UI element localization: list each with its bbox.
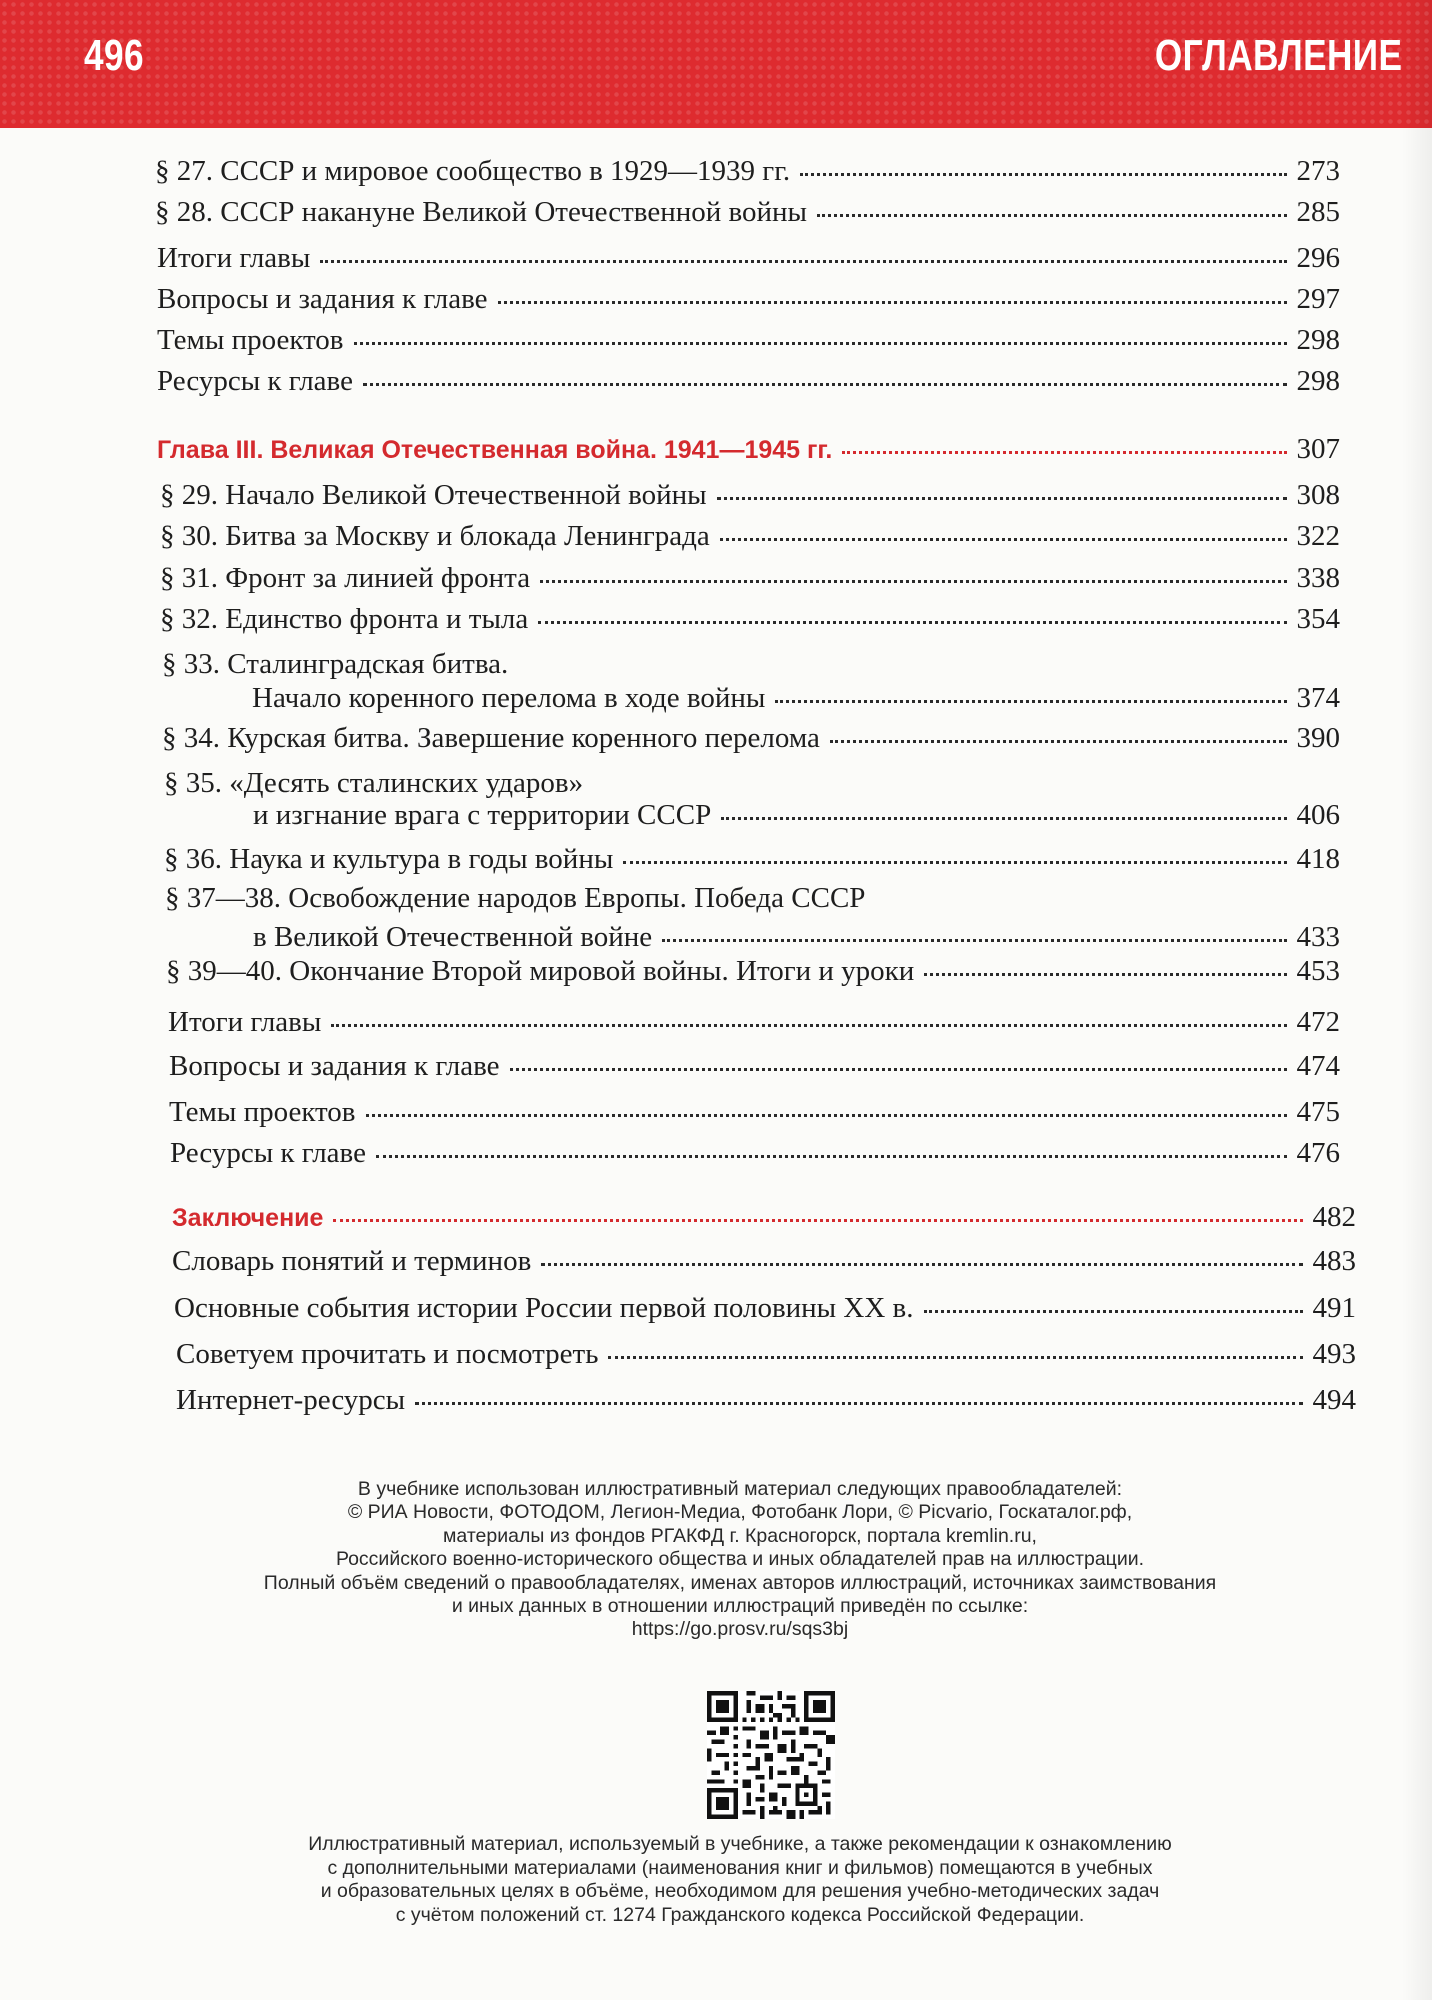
- dot-leader: [354, 342, 1287, 345]
- chapter-heading: Глава III. Великая Отечественная война. 1941—1945 гг.: [157, 436, 833, 464]
- toc-entry-chapter-summary-2[interactable]: [168, 1008, 1340, 1037]
- credits-line: материалы из фондов РГАКФД г. Красногорск, портала kremlin.ru,: [443, 1524, 1037, 1547]
- toc-entry-title: Ресурсы к главе: [170, 1137, 366, 1169]
- toc-entry-page: 406: [1296, 799, 1340, 831]
- toc-entry-title: § 34. Курская битва. Завершение коренного перелома: [162, 722, 820, 754]
- toc-entry-page: 453: [1296, 955, 1340, 987]
- toc-entry-34[interactable]: [162, 724, 1340, 753]
- toc-entry-glossary[interactable]: [172, 1247, 1356, 1276]
- credits-line: Российского военно-исторического общества и иных обладателей прав на иллюстрации.: [335, 1548, 1145, 1571]
- notice-line: и образовательных целях в объёме, необходимом для решения учебно-методических задач: [320, 1880, 1160, 1903]
- toc-entry-title: Советуем прочитать и посмотреть: [176, 1338, 599, 1370]
- toc-entry-main-events[interactable]: [174, 1294, 1356, 1323]
- toc-entry-title: Вопросы и задания к главе: [169, 1050, 500, 1082]
- toc-entry-title: Вопросы и задания к главе: [157, 283, 488, 315]
- toc-entry-page: 374: [1296, 682, 1340, 714]
- toc-entry-title: Начало коренного перелома в ходе войны: [252, 682, 766, 714]
- dot-leader: [415, 1402, 1302, 1405]
- toc-entry-page: 483: [1312, 1245, 1356, 1277]
- toc-entry-page: 298: [1296, 324, 1340, 356]
- dot-leader: [541, 1263, 1302, 1266]
- toc-entry-35-continuation[interactable]: [253, 801, 1340, 830]
- toc-entry-page: 308: [1296, 479, 1340, 511]
- toc-entry-37-38[interactable]: [165, 884, 1340, 913]
- toc-entry-title: Словарь понятий и терминов: [172, 1245, 532, 1277]
- dot-leader: [538, 621, 1286, 624]
- toc-entry-title: § 35. «Десять сталинских ударов»: [164, 767, 584, 799]
- toc-conclusion[interactable]: [172, 1203, 1356, 1232]
- toc-entry-title: § 37—38. Освобождение народов Европы. Победа СССР: [165, 882, 866, 914]
- dot-leader: [717, 497, 1287, 500]
- dot-leader: [830, 740, 1287, 743]
- toc-entry-chapter-summary[interactable]: [157, 244, 1340, 273]
- dot-leader: [662, 939, 1286, 942]
- toc-entry-36[interactable]: [164, 845, 1340, 874]
- credits-line: и иных данных в отношении иллюстраций приведён по ссылке:: [451, 1595, 1029, 1618]
- section-title: ОГЛАВЛЕНИЕ: [1154, 31, 1402, 80]
- toc-entry-title: § 39—40. Окончание Второй мировой войны. Итоги и уроки: [166, 955, 915, 987]
- dot-leader: [720, 538, 1287, 541]
- toc-entry-title: § 33. Сталинградская битва.: [162, 648, 509, 680]
- credits-line: В учебнике использован иллюстративный материал следующих правообладателей:: [357, 1478, 1123, 1500]
- toc-entry-title: § 28. СССР накануне Великой Отечественной войны: [155, 196, 808, 228]
- toc-entry-28[interactable]: [155, 198, 1340, 227]
- dot-leader: [842, 451, 1286, 454]
- dot-leader: [800, 173, 1286, 176]
- toc-entry-title: и изгнание врага с территории СССР: [253, 799, 712, 831]
- toc-entry-page: 418: [1296, 843, 1340, 875]
- notice-line: с учётом положений ст. 1274 Гражданского кодекса Российской Федерации.: [395, 1903, 1085, 1926]
- toc-entry-title: § 31. Фронт за линией фронта: [160, 562, 531, 594]
- toc-entry-page: 390: [1296, 722, 1340, 754]
- toc-entry-title: Ресурсы к главе: [157, 365, 353, 397]
- toc-entry-page: 494: [1312, 1384, 1356, 1416]
- toc-entry-page: 491: [1312, 1292, 1356, 1324]
- toc-entry-page: 433: [1296, 921, 1340, 953]
- dot-leader: [331, 1024, 1286, 1027]
- dot-leader: [623, 861, 1286, 864]
- page-edge-shadow: [1402, 0, 1432, 2000]
- toc-entry-chapter-questions[interactable]: [157, 285, 1340, 314]
- toc-entry-project-topics[interactable]: [157, 326, 1340, 355]
- toc-entry-title: Темы проектов: [169, 1096, 356, 1128]
- toc-chapter-3[interactable]: [157, 435, 1340, 464]
- toc-entry-title: § 29. Начало Великой Отечественной войны: [160, 479, 707, 511]
- notice-line: с дополнительными материалами (наименования книг и фильмов) помещаются в учебных: [327, 1856, 1153, 1879]
- toc-entry-29[interactable]: [160, 481, 1340, 510]
- dot-leader: [817, 214, 1286, 217]
- toc-entry-37-38-continuation[interactable]: [253, 923, 1340, 952]
- toc-entry-33[interactable]: [162, 650, 1340, 679]
- toc-entry-title: § 36. Наука и культура в годы войны: [164, 843, 614, 875]
- toc-entry-page: 307: [1296, 433, 1340, 465]
- credits-line: © РИА Новости, ФОТОДОМ, Легион-Медиа, Фотобанк Лори, © Picvario, Госкаталог.рф,: [347, 1501, 1133, 1524]
- dot-leader: [333, 1219, 1302, 1222]
- toc-entry-page: 482: [1312, 1201, 1356, 1233]
- toc-entry-page: 493: [1312, 1338, 1356, 1370]
- toc-entry-33-continuation[interactable]: [252, 684, 1340, 713]
- dot-leader: [608, 1356, 1302, 1359]
- toc-entry-title: § 27. СССР и мировое сообщество в 1929—1939 гг.: [155, 155, 791, 187]
- toc-entry-chapter-questions-2[interactable]: [169, 1052, 1340, 1081]
- credits-link[interactable]: https://go.prosv.ru/sqs3bj: [631, 1618, 849, 1641]
- dot-leader: [721, 817, 1286, 820]
- toc-entry-project-topics-2[interactable]: [169, 1098, 1340, 1127]
- toc-entry-recommended[interactable]: [176, 1340, 1356, 1369]
- toc-entry-title: Темы проектов: [157, 324, 344, 356]
- dot-leader: [366, 1114, 1287, 1117]
- toc-entry-page: 296: [1296, 242, 1340, 274]
- toc-entry-35[interactable]: [164, 769, 1340, 798]
- page-number: 496: [84, 31, 144, 80]
- toc-entry-page: 472: [1296, 1006, 1340, 1038]
- toc-entry-chapter-resources-2[interactable]: [170, 1139, 1340, 1168]
- toc-entry-page: 474: [1296, 1050, 1340, 1082]
- toc-entry-page: 322: [1296, 520, 1340, 552]
- toc-entry-page: 297: [1296, 283, 1340, 315]
- dot-leader: [376, 1155, 1287, 1158]
- toc-entry-30[interactable]: [160, 522, 1340, 551]
- dot-leader: [498, 301, 1287, 304]
- notice-line: Иллюстративный материал, используемый в учебнике, а также рекомендации к ознакомлению: [308, 1833, 1172, 1855]
- credits-line: Полный объём сведений о правообладателях, именах авторов иллюстраций, источниках заимствования: [263, 1571, 1217, 1594]
- toc-entry-39-40[interactable]: [166, 957, 1340, 986]
- toc-entry-page: 338: [1296, 562, 1340, 594]
- toc-entry-title: в Великой Отечественной войне: [253, 921, 653, 953]
- toc-entry-title: Итоги главы: [168, 1006, 322, 1038]
- dot-leader: [775, 700, 1286, 703]
- toc-entry-page: 354: [1296, 603, 1340, 635]
- dot-leader: [320, 260, 1286, 263]
- toc-entry-31[interactable]: [160, 564, 1340, 593]
- toc-entry-title: § 30. Битва за Москву и блокада Ленинграда: [160, 520, 710, 552]
- dot-leader: [540, 580, 1286, 583]
- toc-entry-internet-resources[interactable]: [176, 1386, 1356, 1415]
- toc-entry-page: 476: [1296, 1137, 1340, 1169]
- toc-entry-chapter-resources[interactable]: [157, 367, 1340, 396]
- toc-entry-title: Интернет-ресурсы: [176, 1384, 406, 1416]
- dot-leader: [924, 1310, 1303, 1313]
- toc-entry-32[interactable]: [160, 605, 1340, 634]
- dot-leader: [924, 973, 1286, 976]
- toc-entry-title: Итоги главы: [157, 242, 311, 274]
- qr-code[interactable]: [707, 1691, 835, 1819]
- toc-entry-27[interactable]: [155, 157, 1340, 186]
- toc-entry-page: 285: [1296, 196, 1340, 228]
- dot-leader: [363, 383, 1287, 386]
- legal-notice: [240, 1833, 1240, 1927]
- toc-entry-page: 475: [1296, 1096, 1340, 1128]
- toc-entry-page: 273: [1296, 155, 1340, 187]
- dot-leader: [510, 1068, 1287, 1071]
- toc-entry-title: Основные события истории России первой половины XX в.: [174, 1292, 914, 1324]
- illustration-credits: [240, 1478, 1240, 1642]
- toc-entry-page: 298: [1296, 365, 1340, 397]
- chapter-heading: Заключение: [172, 1204, 324, 1232]
- toc-entry-title: § 32. Единство фронта и тыла: [160, 603, 529, 635]
